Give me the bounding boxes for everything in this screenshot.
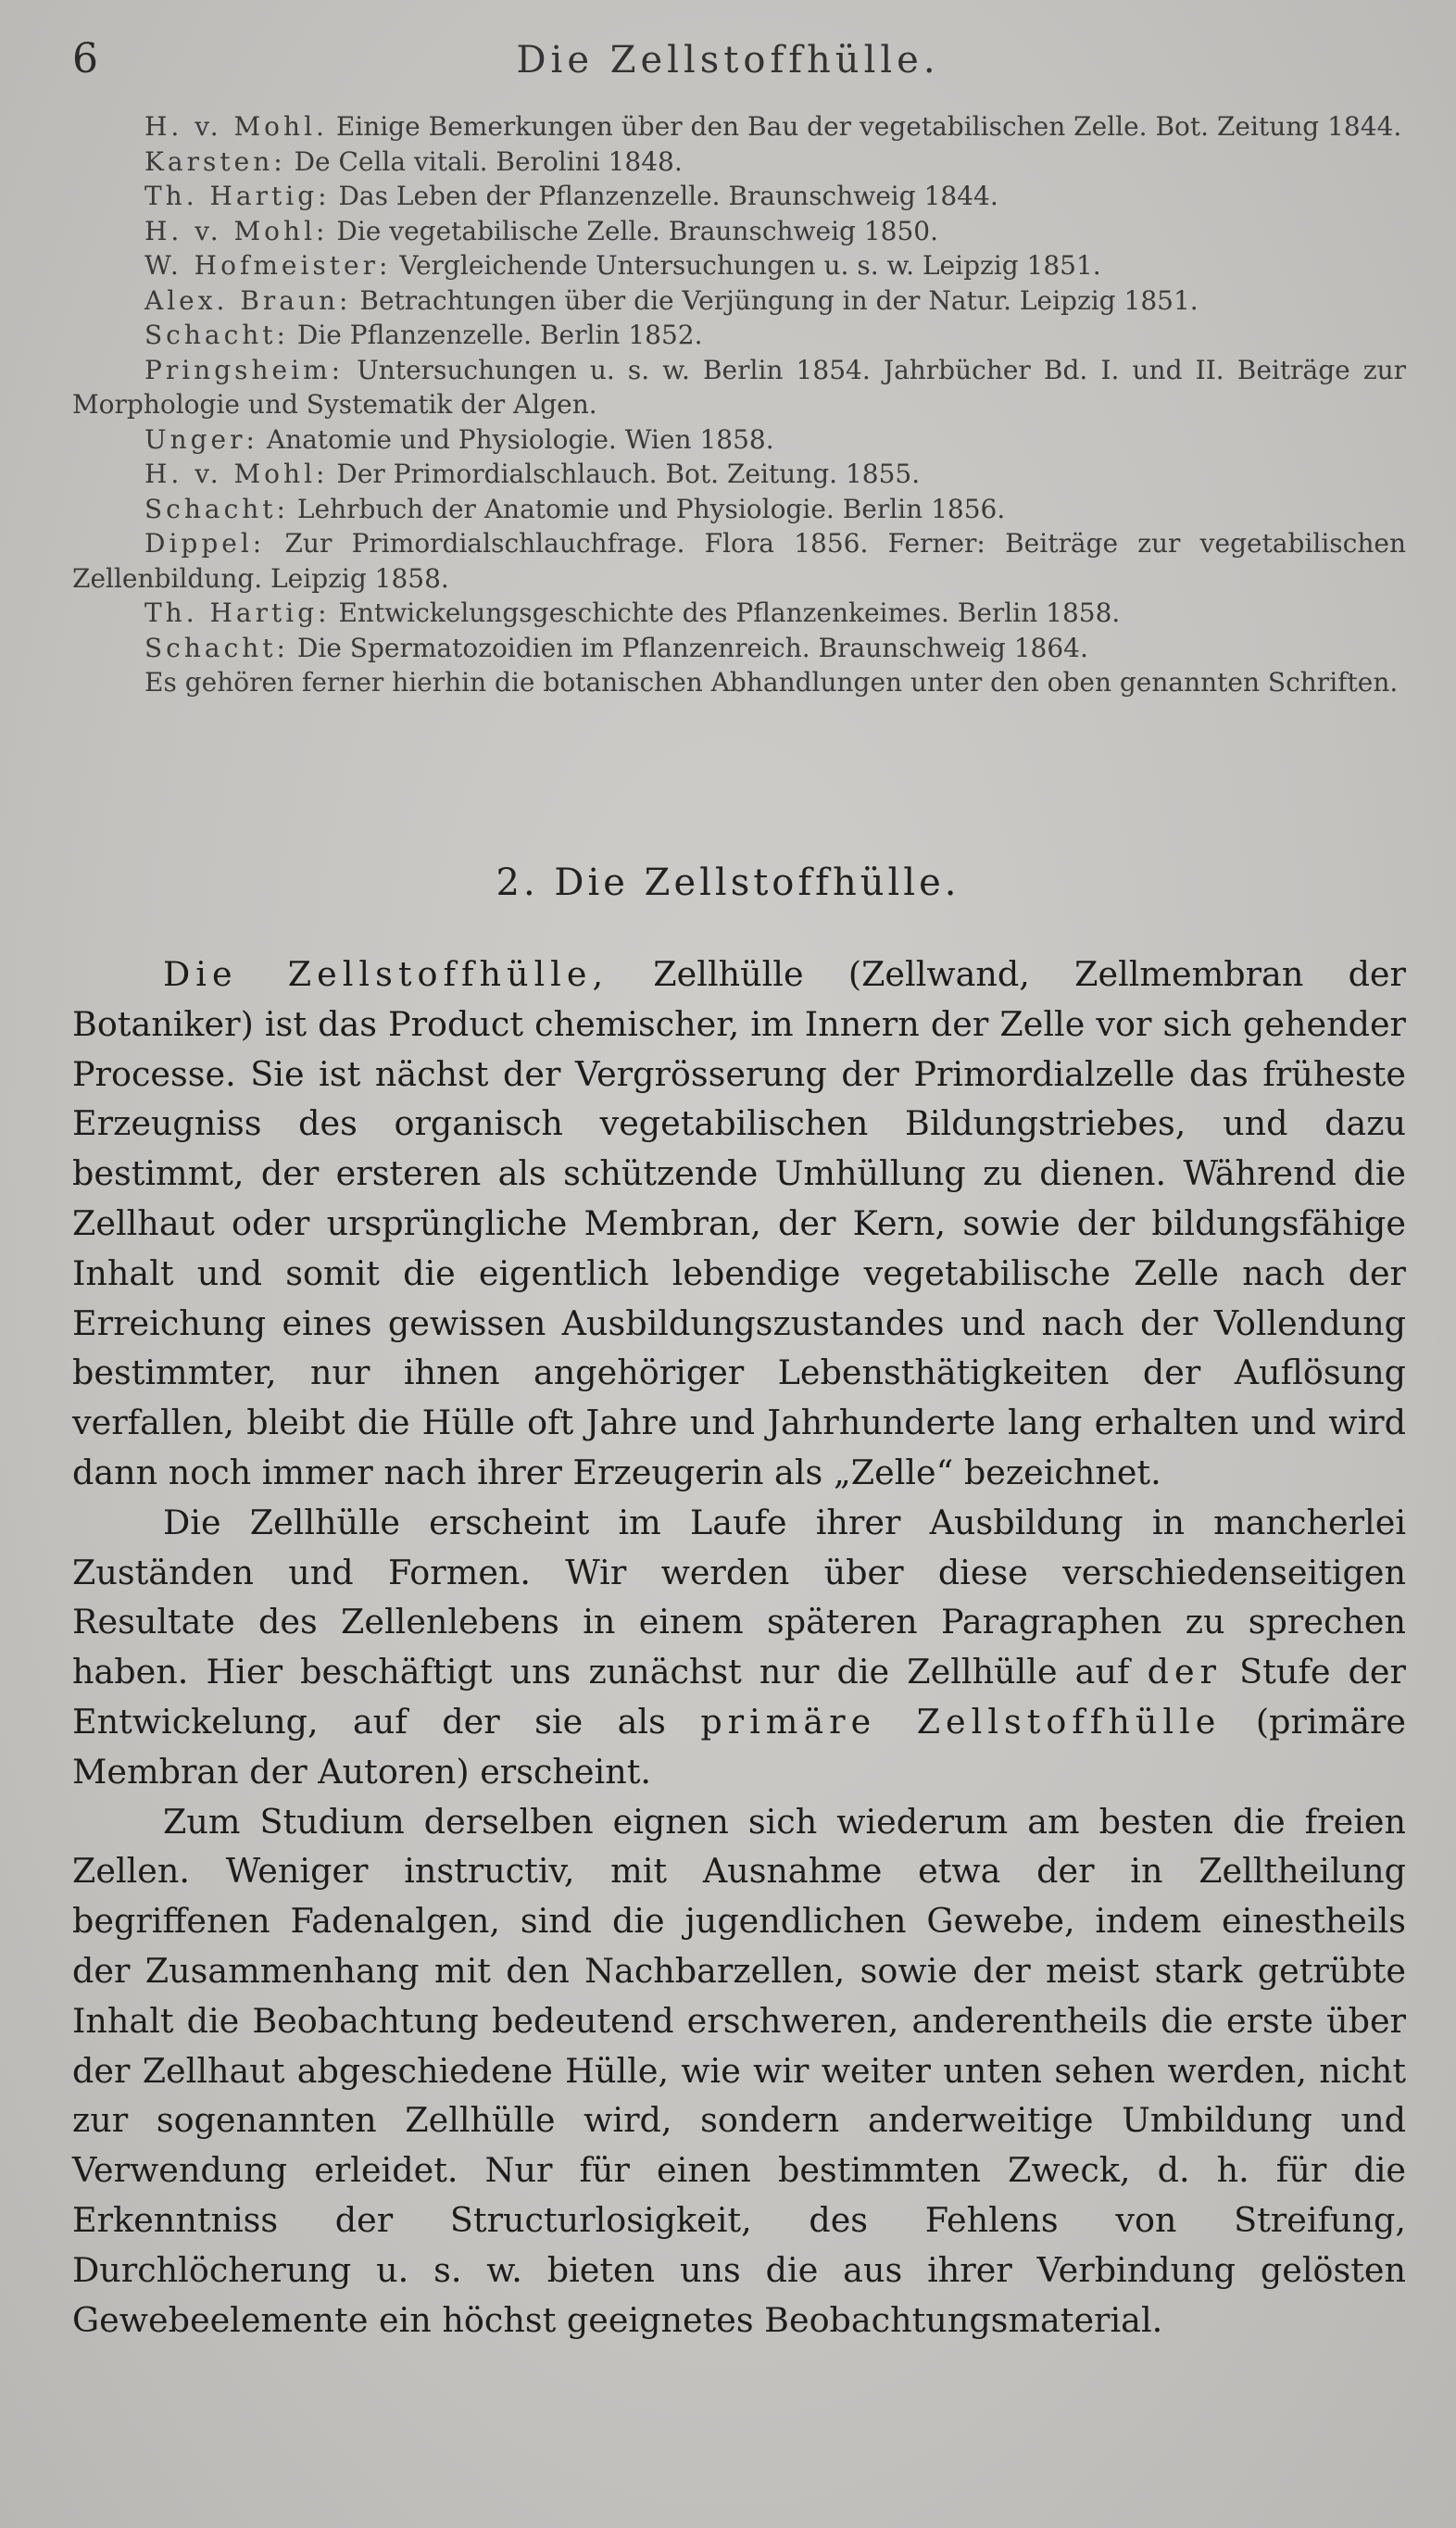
reference-entry <box>72 457 1406 492</box>
reference-author: H. v. Mohl: <box>144 459 329 489</box>
emphasis-term: der <box>1147 1652 1223 1692</box>
reference-entry <box>72 179 1406 214</box>
reference-text: De Cella vitali. Berolini 1848. <box>294 145 683 177</box>
running-head <box>0 35 1456 91</box>
reference-author: Schacht: <box>144 493 289 524</box>
reference-author: Schacht: <box>144 320 289 350</box>
reference-entry <box>72 109 1406 145</box>
reference-entry <box>72 422 1406 458</box>
reference-entry <box>72 283 1406 319</box>
reference-author: H. v. Mohl: <box>144 215 329 246</box>
reference-text: Die vegetabilische Zelle. Braunschweig 1850. <box>336 215 939 246</box>
reference-entry <box>72 492 1406 527</box>
reference-author: W. Hofmeister: <box>144 250 392 281</box>
paragraph-text: Die Zellhülle erscheint im Laufe ihrer Ausbildung in mancherlei Zuständen und Formen. Wir werden über diese verschiedenseitigen Resultate des Zellenlebens in einem späteren Paragraphen zu sprechen haben. Hier beschäftigt uns zunächst nur die Zellhülle auf <box>72 1502 1406 1692</box>
reference-text: Entwickelungsgeschichte des Pflanzenkeimes. Berlin 1858. <box>338 597 1121 628</box>
section-heading: 2. Die Zellstoffhülle. <box>496 862 960 904</box>
reference-author: Dippel: <box>144 528 266 559</box>
paragraph-text: Stufe der Entwickelung, auf der sie als <box>72 1652 1406 1742</box>
reference-text: Es gehören ferner hierhin die botanischen Abhandlungen unter den oben genannten Schriften. <box>144 667 1399 698</box>
reference-entry <box>72 318 1406 353</box>
reference-entry <box>72 145 1406 180</box>
paragraph-text: Zum Studium derselben eignen sich wiederum am besten die freien Zellen. Weniger instructiv, mit Ausnahme etwa der in Zelltheilung begriffenen Fadenalgen, sind die jugendlichen Gewebe, indem einestheils der Zusammenhang mit den Nachbarzellen, sowie der meist stark getrübte Inhalt die Beobachtung bedeutend erschweren, anderentheils die erste über der Zellhaut abgeschiedene Hülle, wie wir weiter unten sehen werden, nicht zur sogenannten Zellhülle wird, sondern anderweitige Umbildung und Verwendung erleidet. Nur für einen bestimmten Zweck, d. h. für die Erkenntniss der Structurlosigkeit, des Fehlens von Streifung, Durchlöcherung u. s. w. bieten uns die aus ihrer Verbindung gelösten Gewebeelemente ein höchst geeignetes Beobachtungsmaterial. <box>72 1801 1406 2340</box>
page-number: 6 <box>72 35 98 82</box>
reference-text: Anatomie und Physiologie. Wien 1858. <box>266 423 774 455</box>
paragraph <box>72 950 1406 1498</box>
reference-text: Untersuchungen u. s. w. Berlin 1854. Jahrbücher Bd. I. und II. Beiträge zur Morphologie und Systematik der Algen. <box>72 354 1406 420</box>
reference-entry <box>72 353 1406 422</box>
reference-author: Pringsheim: <box>144 354 345 385</box>
reference-entry <box>72 248 1406 283</box>
reference-text: Die Pflanzenzelle. Berlin 1852. <box>296 320 703 350</box>
reference-author: Th. Hartig: <box>144 597 331 628</box>
running-title: Die Zellstoffhülle. <box>516 39 940 82</box>
bibliography <box>72 109 1406 700</box>
reference-author: Th. Hartig: <box>144 181 331 211</box>
reference-text: Der Primordialschlauch. Bot. Zeitung. 1855. <box>336 459 921 489</box>
reference-text: Vergleichende Untersuchungen u. s. w. Leipzig 1851. <box>399 250 1101 281</box>
paragraph <box>72 1797 1406 2346</box>
reference-author: Karsten: <box>144 145 286 177</box>
paragraph <box>72 1498 1406 1797</box>
reference-text: Das Leben der Pflanzenzelle. Braunschweig 1844. <box>338 181 998 211</box>
paragraph-text: (primäre Membran der Autoren) erscheint. <box>72 1701 1406 1792</box>
reference-text: Betrachtungen über die Verjüngung in der Natur. Leipzig 1851. <box>359 284 1199 316</box>
paragraph-text: Zellhülle (Zellwand, Zellmembran der Botaniker) ist das Product chemischer, im Innern der Zelle vor sich gehender Processe. Sie ist nächst der Vergrösserung der Primordialzelle das früheste Erzeugniss des organisch vegetabilischen Bildungstriebes, und dazu bestimmt, der ersteren als schützende Umhüllung zu dienen. Während die Zellhaut oder ursprüngliche Membran, der Kern, sowie der bildungsfähige Inhalt und somit die eigentlich lebendige vegetabilische Zelle nach der Erreichung eines gewissen Ausbildungszustandes und nach der Vollendung bestimmter, nur ihnen angehöriger Lebensthätigkeiten der Auflösung verfallen, bleibt die Hülle oft Jahre und Jahrhunderte lang erhalten und wird dann noch immer nach ihrer Erzeugerin als „Zelle“ bezeichnet. <box>72 954 1406 1492</box>
reference-author: Schacht: <box>144 632 289 663</box>
body-text <box>72 950 1406 2345</box>
reference-author: Alex. Braun: <box>144 284 352 316</box>
reference-text: Einige Bemerkungen über den Bau der vegetabilischen Zelle. Bot. Zeitung 1844. <box>335 111 1402 142</box>
reference-entry <box>72 214 1406 249</box>
reference-entry <box>72 526 1406 596</box>
reference-text: Die Spermatozoidien im Pflanzenreich. Braunschweig 1864. <box>296 632 1088 663</box>
reference-author: H. v. Mohl. <box>144 111 328 142</box>
emphasis-term: primäre Zellstoffhülle <box>700 1701 1222 1742</box>
reference-text: Zur Primordialschlauchfrage. Flora 1856. Ferner: Beiträge zur vegetabilischen Zellenbildung. Leipzig 1858. <box>72 528 1406 594</box>
reference-text: Lehrbuch der Anatomie und Physiologie. Berlin 1856. <box>296 493 1006 524</box>
reference-entry <box>72 631 1406 666</box>
lead-term: Die Zellstoffhülle, <box>163 954 609 994</box>
reference-note <box>72 665 1406 700</box>
reference-author: Unger: <box>144 423 258 455</box>
reference-entry <box>72 596 1406 631</box>
